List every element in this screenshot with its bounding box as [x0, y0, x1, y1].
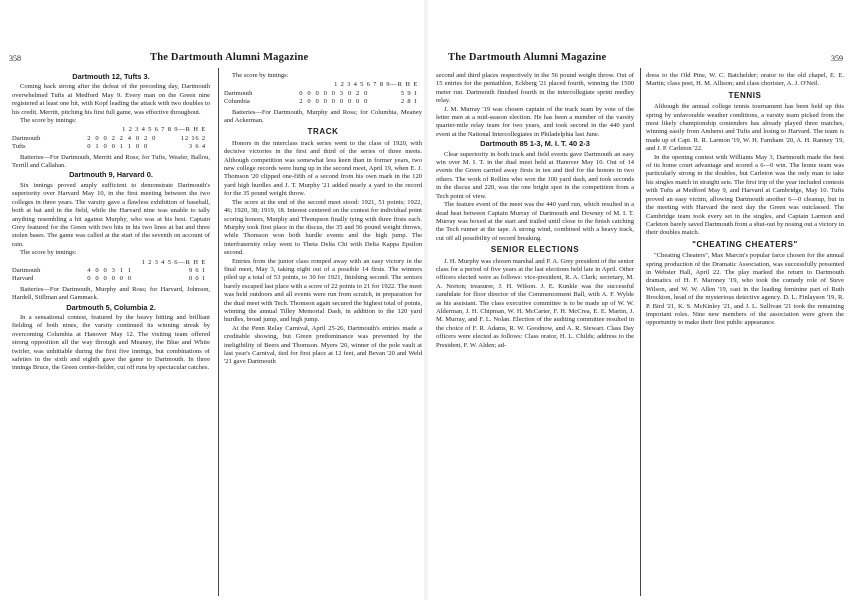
paragraph: In the opening contest with Williams May 3, Dartmouth made the best of its home court advantage and scored a 6—0 win. The home team was particularly strong in the doubles, but Carleton was the only man to take his singles match in straight sets. The first trip of the year included contests with Tufts at Medford May 9, and Harvard at Cambridge, May 10. Tufts proved an easy victim, allowing Dartmouth another 6—0 cleanup, but in the meeting with Harvard the next day the Green was outclassed. The Cambridge team took every set in the singles, and Captain Larmon and Carleton barely saved Dartmouth from a shut-out by nosing out a victory in their doubles match.	[646, 153, 844, 237]
box-score-row	[224, 98, 422, 106]
page-number: 359	[831, 54, 843, 63]
paragraph: Batteries—For Dartmouth, Murphy and Ross; for Columbia, Meaney and Ackerman.	[224, 108, 422, 125]
box-score-header	[12, 126, 210, 134]
box-score-table	[12, 259, 210, 284]
right-page-column-1	[436, 72, 634, 350]
box-score-header	[224, 81, 422, 89]
section-title: SENIOR ELECTIONS	[490, 245, 580, 255]
paragraph: second and third places respectively in the 56 pound weight throw. Out of 15 entries for the pentathlon, Eckberg '21 placed fourth, winning the 1500 meter run. Dartmouth finished fourth in the intercollegiate sprint medley relay.	[436, 72, 634, 105]
runs-hits-errors: 2 8 1	[400, 98, 418, 106]
box-score-spacer	[12, 259, 87, 267]
runs-by-inning: 0 1 0 0 1 1 0 0	[87, 143, 149, 151]
left-page-column-2	[224, 72, 422, 367]
paragraph: J. H. Murphy was chosen marshal and P. A. Grey president of the senior class for a period of five years at the last elections held late in April. Other officers elected were as follows: vice-president, R. A. Clark; secretary, M. A. Norton; treasurer, J. H. Wilson. J. E. Kunkle was the successful candidate for floor director of the Commencement Ball, with A. F. Wylde as his assistant. The class executive committee is to be made up of W. W. Alderman, J. H. Chipman, W. H. McCarter, F. H. McCrea, E. E. Martin, J. M. Murray, and F. L. Nolan. Election of the auditing committee resulted in the choice of F. R. Adams, R. W. Goodnow, and A. R. Stewart. Class Day officers were elected as follows: Class orator, H. L. Childs; address to the President, F. W. Alden; ad-	[436, 257, 634, 349]
team-name: Dartmouth	[12, 266, 41, 274]
runs-by-inning: 0 0 0 0 0 3 0 2 0	[299, 89, 369, 97]
box-score-spacer	[224, 81, 299, 89]
team-name: Tufts	[12, 143, 26, 151]
innings-header: 1 2 3 4 5 6—R H E	[141, 258, 206, 266]
score-label: The score by innings:	[232, 72, 289, 79]
box-score-row	[224, 90, 422, 98]
box-score-table	[224, 81, 422, 106]
innings-header: 1 2 3 4 5 6 7 8 9—R H E	[334, 81, 418, 89]
paragraph: The feature event of the meet was the 440 yard run, which resulted in a dead heat between Captain Murray of Dartmouth and Downey of M. I. T. Murray was boxed at the start and trailed until close to the finish catching the Tech runner at the tape. A strong wind, combined with a heavy track, cut off all possibility of record breaking.	[436, 201, 634, 242]
column-divider	[218, 68, 219, 596]
paragraph: At the Penn Relay Carnival, April 25-26, Dartmouth's entries made a creditable showing, but Green predominance was prevented by the ineligibility of Beers and Thomson. Myers '20, winner of the pole vault at last year's Carnival, tied for first place at 12 feet, and Bevan '20 and Weld '21 gave Dartmouth	[224, 324, 422, 366]
paragraph: "Cheating Cheaters", Max Marcin's popular farce chosen for the annual spring production of the Dramatic Association, was successfully presented in Webster Hall, April 22. The play marked the return to Dartmouth dramatics of H. F. Maroney '19, who took the comedy role of Steve Wilson, and W. W. Allen '19, cast in the leading feminine part of Ruth Brockton, head of the mysterious detective agency. D. L. Finlayson '19, R. P. Bird '21, K. S. McKinley '21, and J. L. Sullivan '21 took the remaining important roles. Nine new members of the association were given the opportunity to make their first public appearance.	[646, 252, 844, 327]
paragraph: Honors in the interclass track series went to the class of 1920, with decisive victories in the first and third of the series of three meets. Although competition was somewhat less keen than in former years, two new college records were hung up in the second meet, April 19, when E. J. Thomson '20 clipped one-fifth of a second from his own mark in the 120 yard high hurdles and J. T. Murphy '21 added nearly a yard to the record for the 35 pound weight throw.	[224, 139, 422, 198]
article-heading: Dartmouth 5, Columbia 2.	[66, 302, 156, 312]
runs-hits-errors: 3 6 4	[188, 143, 206, 151]
paragraph: dress to the Old Pine, W. C. Batchelder; orator to the old chapel, E. E. Martin; class poet, H. M. Allison; and class chorister, A. J. O'Neil.	[646, 72, 844, 88]
innings-header: 1 2 3 4 5 6 7 8 9—R H E	[122, 126, 206, 134]
left-page-column-1	[12, 72, 210, 373]
running-head: The Dartmouth Alumni Magazine	[150, 52, 309, 63]
paragraph: Batteries—For Dartmouth, Murphy and Ross; for Harvard, Johnson, Hardell, Stillman and Gammack.	[12, 285, 210, 302]
box-score-row	[12, 143, 210, 151]
runs-by-inning: 2 0 0 2 2 4 0 2 0	[87, 134, 157, 142]
runs-by-inning: 0 0 0 0 0 0	[87, 275, 133, 283]
runs-by-inning: 2 0 0 0 0 0 0 0 0	[299, 98, 369, 106]
page-number: 358	[9, 54, 21, 63]
box-score-row	[12, 135, 210, 143]
runs-by-inning: 4 0 0 3 1 1	[87, 266, 133, 274]
score-label: The score by innings:	[20, 117, 77, 125]
box-score-row	[12, 267, 210, 275]
team-name: Dartmouth	[224, 89, 253, 97]
section-title: "CHEATING CHEATERS"	[692, 239, 798, 249]
runs-hits-errors: 5 9 1	[400, 89, 418, 97]
box-score-spacer	[12, 126, 87, 134]
paragraph: Clear superiority in both track and field events gave Dartmouth an easy win over M. I. T. in the dual meet held at Hanover May 10. Out of 14 events the Green carried away firsts in ten and tied for the honors in two others. The work of Rollins who won the 100 yard dash, and took seconds in the discus and 220, was the one bright spot in the competition from a Tech point of view.	[436, 150, 634, 200]
score-label: The score by innings:	[20, 249, 77, 257]
paragraph: Coming back strong after the defeat of the preceding day, Dartmouth overwhelmed Tufts at Medford May 9. Every man on the Green nine registered at least one hit, with Kopf leading the attack with two doubles to his credit. Merritt, pitching his first full game, was effective throughout.	[12, 83, 210, 116]
section-title: TRACK	[307, 127, 339, 137]
running-head: The Dartmouth Alumni Magazine	[448, 52, 607, 63]
paragraph: Six innings proved amply sufficient to demonstrate Dartmouth's superiority over Harvard May 10, in the first meeting between the two colleges in three years. The varsity gave a flawless exhibition of baseball, both at bat and in the field, while the Harvard nine was unable to tally anything resembling a hit against Murphy, who was at his best. Captain Grey featured for the Green with two hits in his two lines at bat and three stolen bases. The game was called at the start of the seventh on account of rain.	[12, 181, 210, 248]
box-score-row	[12, 275, 210, 283]
section-title: TENNIS	[728, 90, 762, 100]
paragraph: J. M. Murray '19 was chosen captain of the track team by vote of the letter men at a mid-season election. He has been a member of the varsity quarter-mile relay team for two years, and took second in the 440 yard event at the National Intercollegiates in Philadelphia last June.	[436, 105, 634, 138]
box-score-header	[12, 259, 210, 267]
article-heading: Dartmouth 12, Tufts 3.	[72, 72, 150, 81]
article-heading: Dartmouth 9, Harvard 0.	[69, 170, 153, 180]
paragraph: Entries from the junior class romped away with an easy victory in the final meet, May 3, taking eight out of a possible 14 firsts. The winners piled up a total of 53 points, to 30 for 1921, finishing second. The seniors barely escaped last place with a score of 22 points to 21 for 1922. The meet was held outdoors and all events were run from scratch, in preparation for the dual meet with Tech. Thomson again secured the highest total of points, winning the annual Tilley Memorial Dash, in addition to the 120 yard hurdles, broad jump, and high jump.	[224, 257, 422, 324]
column-divider	[640, 68, 641, 596]
team-name: Harvard	[12, 275, 34, 283]
paragraph: Batteries—For Dartmouth, Merritt and Ross; for Tufts, Weafer, Ballou, Terrill and Callahan.	[12, 153, 210, 170]
team-name: Dartmouth	[12, 134, 41, 142]
left-page	[0, 0, 424, 600]
right-page	[428, 0, 852, 600]
runs-hits-errors: 0 0 1	[188, 275, 206, 283]
article-heading: Dartmouth 85 1-3, M. I. T. 40 2-3	[480, 139, 590, 149]
right-page-column-2	[646, 72, 844, 328]
paragraph: Although the annual college tennis tournament has been held up this spring by unfavorable weather conditions, a varsity team picked from the most likely championship contenders has already played three matches, winning easily from Amherst and Tufts and losing to Harvard. The team is made up of Capt. R. R. Larmon '19, W. H. Farnham '20, A. H. Ranney '19, and J. P. Carleton '22.	[646, 103, 844, 153]
paragraph: The score at the end of the second meet stood: 1921, 51 points; 1922, 46; 1920, 38; 1919, 18. Interest centered on the contest for individual point scoring honors, Murphy and Thompson finally tying with three firsts each. Murphy took first place in the discus, the 35 and 56 pound weight throws, while Thomson won both hurdle events and the high jump. The interfraternity relay went to Theta Delta Chi with Delta Kappa Epsilon second.	[224, 198, 422, 257]
box-score-table	[12, 126, 210, 151]
runs-hits-errors: 9 6 1	[188, 266, 206, 274]
runs-hits-errors: 12 16 2	[180, 134, 206, 142]
paragraph: In a sensational contest, featured by the heavy hitting and brilliant fielding of both nines, the varsity continued its winning streak by overcoming Columbia at Hanover May 12. The visiting team offered strong opposition all the way through and Meaney, the Blue and White twirler, was unhittable during the first five innings, but combinations of safeties in the sixth and eighth gave the game to Dartmouth. In three innings Bruce, the Green center-fielder, cut off runs by spectacular catches.	[12, 313, 210, 372]
team-name: Columbia	[224, 98, 250, 106]
